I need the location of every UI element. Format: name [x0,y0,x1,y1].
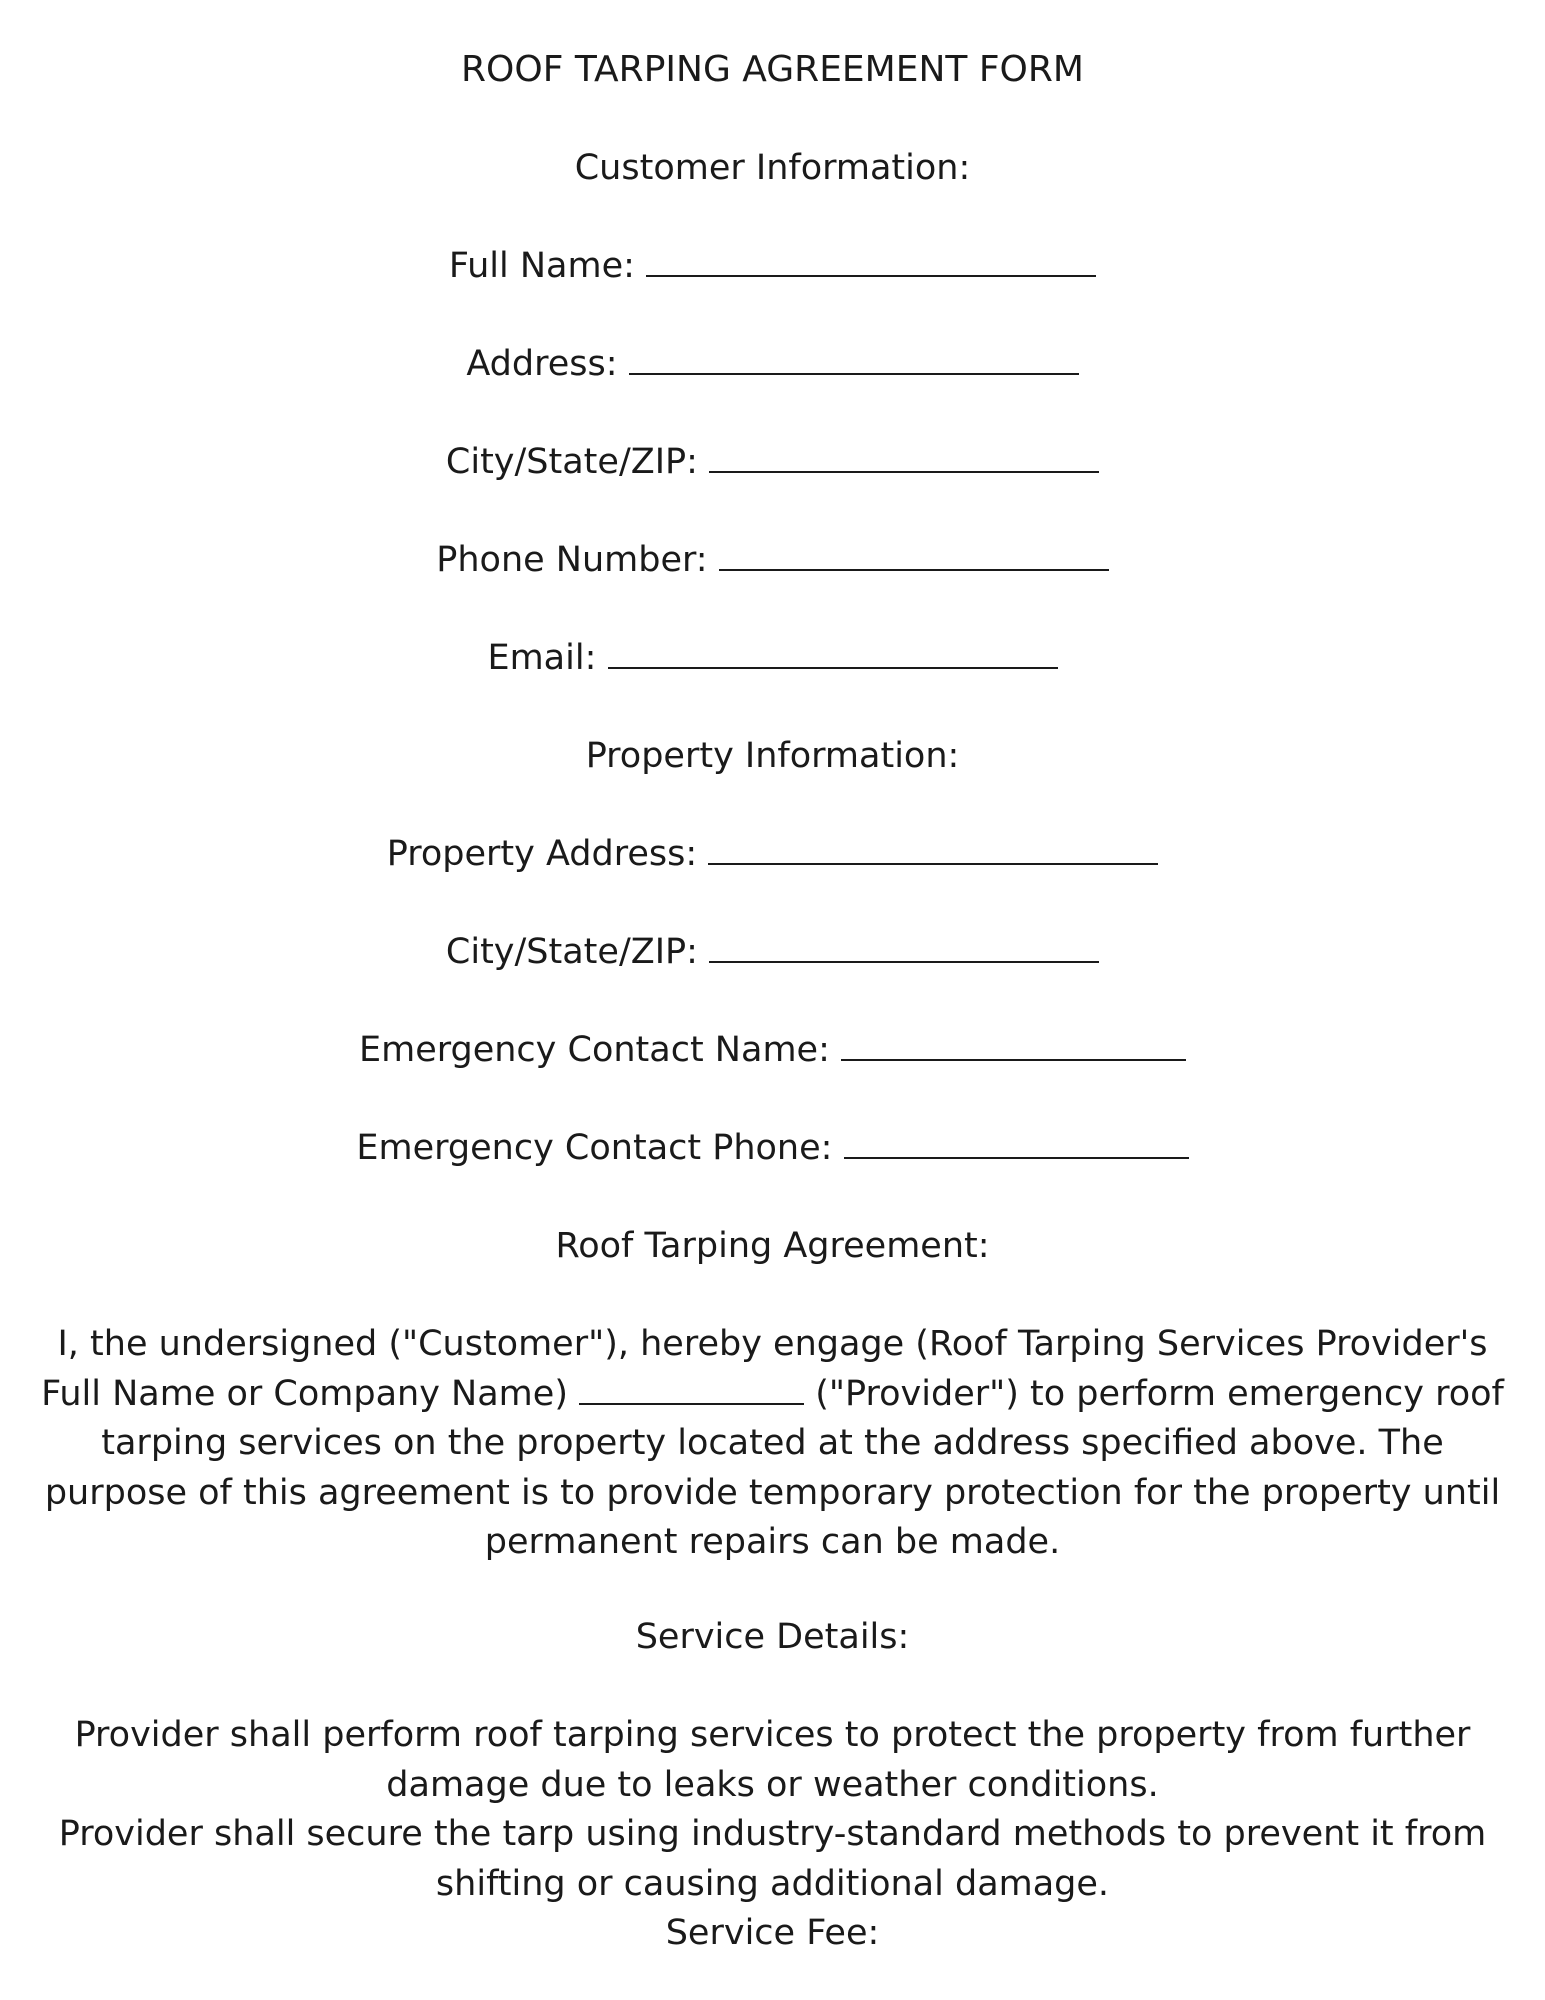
city-state-zip-field [0,442,1545,482]
agreement-paragraph [40,1320,1505,1568]
full-name-label: Full Name: [448,246,635,286]
full-name-input[interactable] [646,249,1096,277]
email-label: Email: [487,638,597,678]
agreement-text-part-2: ("Provider") to perform emergency roof tarping services on the property located at the address specified above. The purpose of this agreement is to provide temporary protection for the property until permanent repairs can be made. [44,1373,1504,1562]
address-input[interactable] [629,347,1079,375]
emergency-contact-name-label: Emergency Contact Name: [358,1030,830,1070]
phone-field [0,540,1545,580]
form-title: ROOF TARPING AGREEMENT FORM [461,49,1084,90]
address-label: Address: [466,344,618,384]
service-item-2: Provider shall secure the tarp using industry-standard methods to prevent it from shifting or causing additional damage. [58,1814,1487,1904]
service-section-heading: Service Details: [635,1617,910,1657]
full-name-field [0,246,1545,286]
emergency-contact-name-field [0,1030,1545,1070]
agreement-text-part-1: I, the undersigned ("Customer"), hereby engage (Roof Tarping Services Provider's Full Name or Company Name) [41,1324,1488,1414]
city-state-zip-label: City/State/ZIP: [445,442,698,482]
provider-name-input[interactable] [579,1377,804,1405]
property-city-state-zip-label: City/State/ZIP: [445,932,698,972]
agreement-section-heading: Roof Tarping Agreement: [555,1226,990,1266]
emergency-contact-phone-input[interactable] [844,1131,1189,1159]
property-city-state-zip-field [0,932,1545,972]
property-address-label: Property Address: [386,834,698,874]
emergency-contact-name-input[interactable] [841,1033,1186,1061]
customer-section-heading: Customer Information: [574,148,971,188]
phone-label: Phone Number: [436,540,708,580]
address-field [0,344,1545,384]
emergency-contact-phone-label: Emergency Contact Phone: [356,1128,833,1168]
property-section-heading: Property Information: [585,736,960,776]
emergency-contact-phone-field [0,1128,1545,1168]
property-city-state-zip-input[interactable] [709,935,1099,963]
email-input[interactable] [608,641,1058,669]
property-address-input[interactable] [708,837,1158,865]
email-field [0,638,1545,678]
service-fee-heading: Service Fee: [665,1913,880,1953]
property-address-field [0,834,1545,874]
service-item-1: Provider shall perform roof tarping services to protect the property from further damage due to leaks or weather conditions. [74,1715,1471,1805]
city-state-zip-input[interactable] [709,445,1099,473]
phone-input[interactable] [719,543,1109,571]
service-details-text [40,1711,1505,1959]
